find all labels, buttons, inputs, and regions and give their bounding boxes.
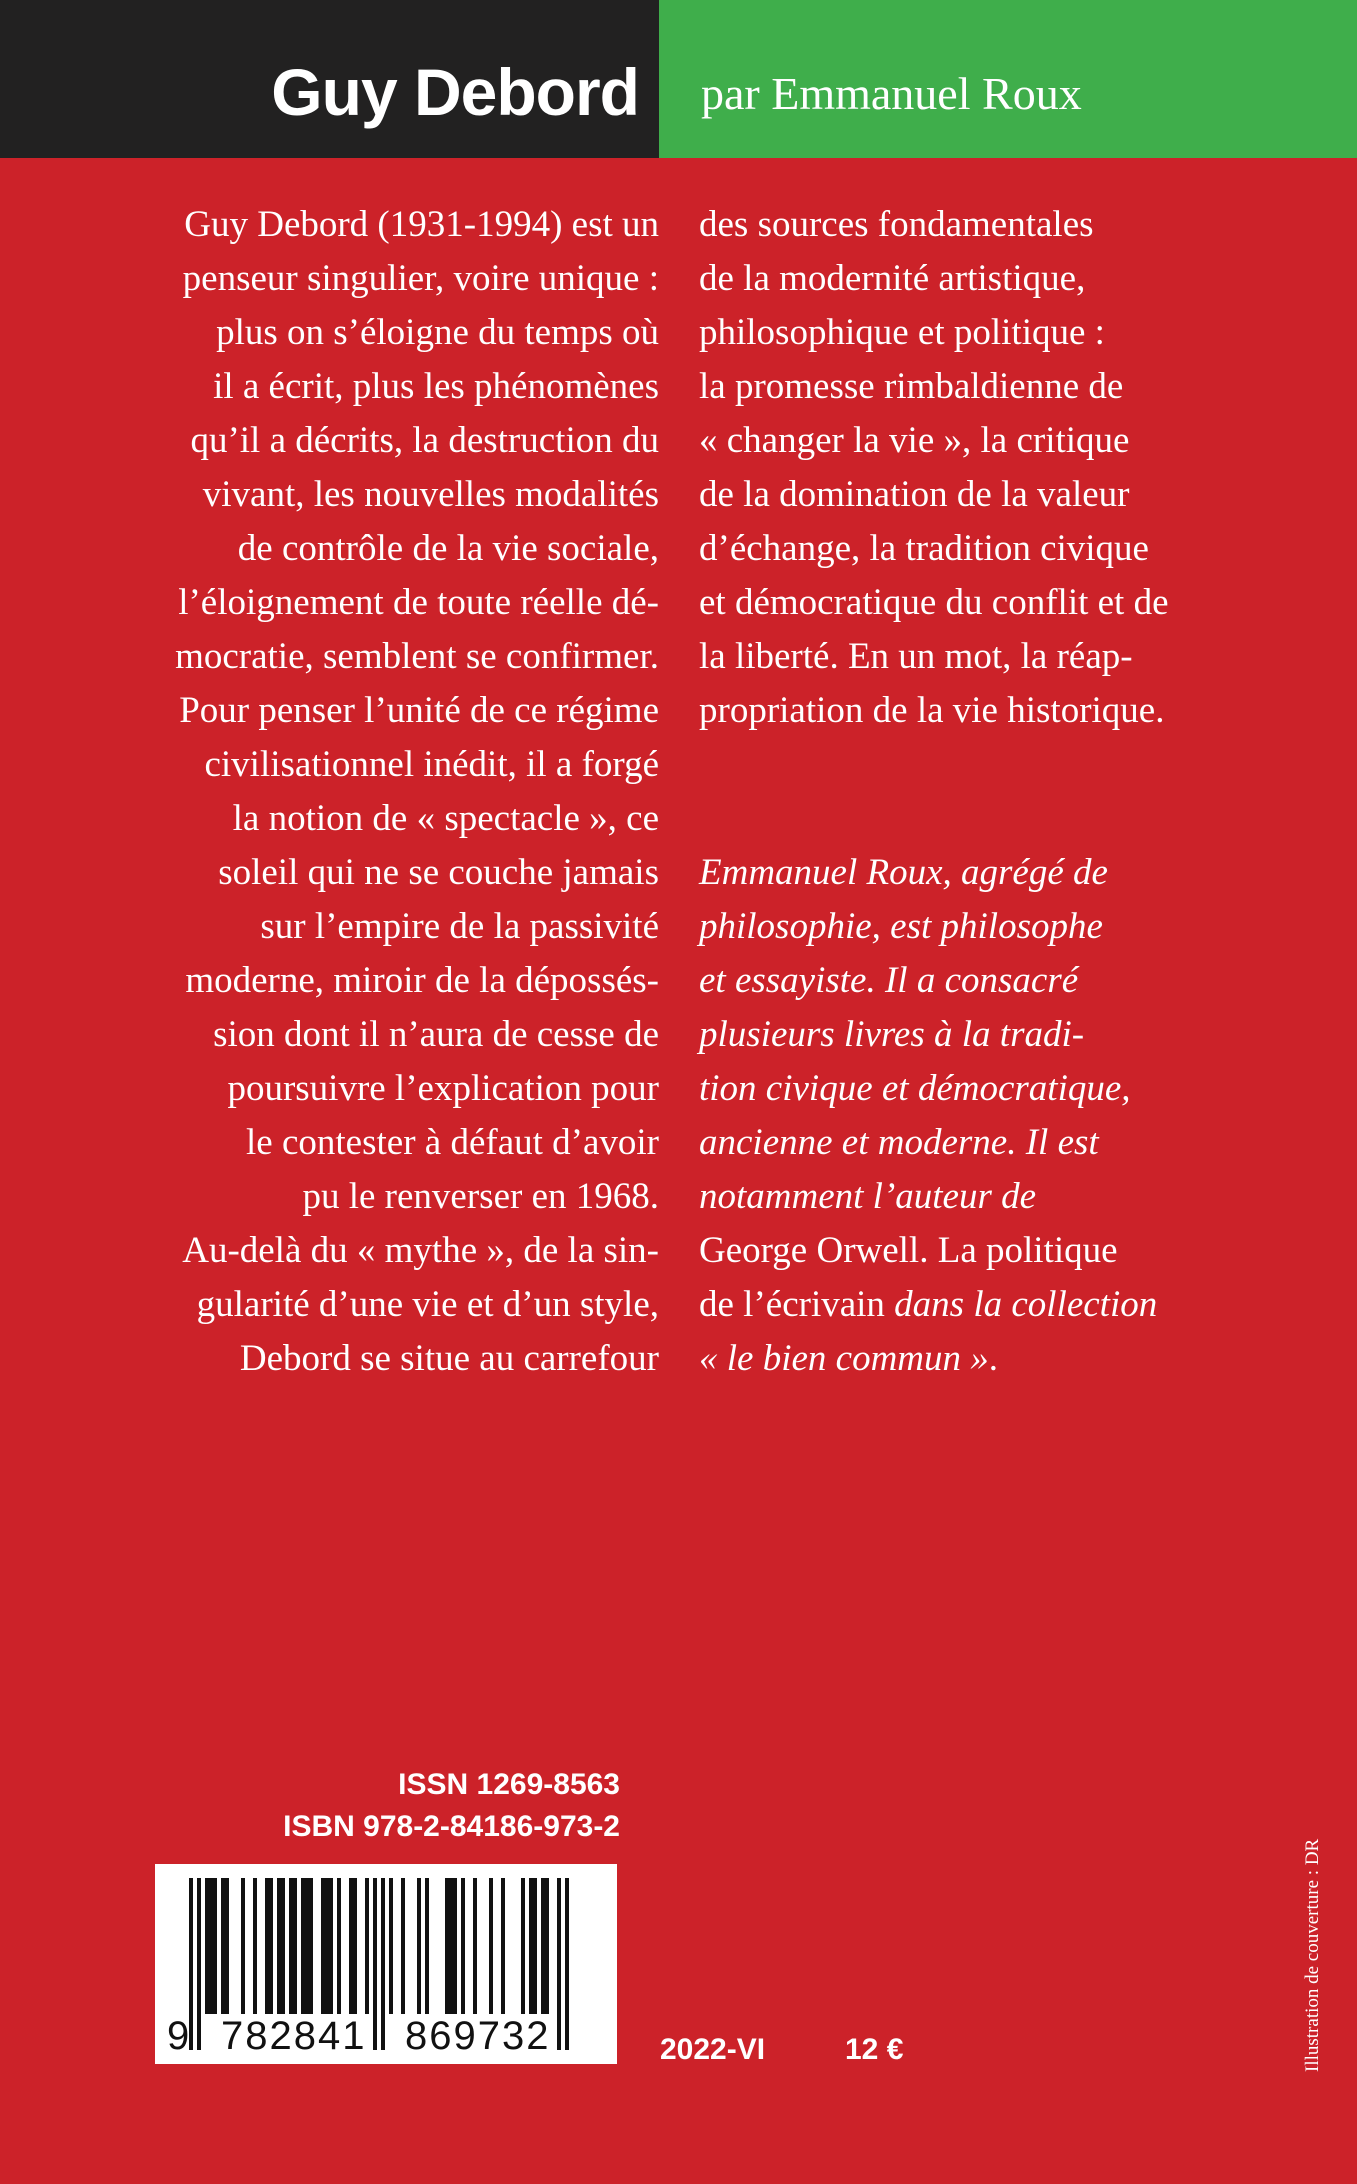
- blurb-line: Guy Debord (1931-1994) est un: [184, 204, 659, 245]
- barcode-bar: [253, 1878, 257, 2014]
- bio-line-mixed: [699, 1332, 1259, 1386]
- bio-line-mixed: [699, 1278, 1259, 1332]
- blurb-line: de la domination de la valeur: [699, 474, 1130, 515]
- barcode-bar: [293, 1878, 297, 2014]
- header-title-panel: [0, 0, 659, 158]
- barcode-bar: [521, 1878, 525, 2014]
- barcode: [155, 1864, 617, 2064]
- barcode-bar: [365, 1878, 369, 2014]
- book-title: Guy Debord: [271, 55, 639, 129]
- blurb-line: la notion de « spectacle », ce: [232, 798, 659, 839]
- barcode-bar: [489, 1878, 493, 2014]
- blurb-line: civilisationnel inédit, il a forgé: [204, 744, 659, 785]
- price: 12 €: [845, 2033, 904, 2066]
- barcode-bar: [453, 1878, 457, 2014]
- barcode-bar: [541, 1878, 545, 2014]
- blurb-line: propriation de la vie historique.: [699, 690, 1165, 731]
- blurb-line: la liberté. En un mot, la réap-: [699, 636, 1133, 677]
- barcode-bar: [221, 1878, 225, 2014]
- barcode-bar: [445, 1878, 449, 2014]
- barcode-bar: [545, 1878, 549, 2014]
- book-author: par Emmanuel Roux: [701, 68, 1082, 119]
- blurb-line: et démocratique du conflit et de: [699, 582, 1169, 623]
- header-author-panel: [659, 0, 1357, 158]
- blurb-line: « changer la vie », la critique: [699, 420, 1130, 461]
- blurb-line: sur l’empire de la passivité: [260, 906, 659, 947]
- bio-line: notamment l’auteur de: [699, 1176, 1037, 1217]
- barcode-bar: [325, 1878, 329, 2014]
- barcode-bar: [305, 1878, 309, 2014]
- barcode-bar: [205, 1878, 209, 2014]
- blurb-line: gularité d’une vie et d’un style,: [196, 1284, 659, 1325]
- barcode-bar: [529, 1878, 533, 2014]
- cover-credit: Illustration de couverture : DR: [1302, 1838, 1323, 2072]
- barcode-bar: [241, 1878, 245, 2014]
- barcode-bar: [213, 1878, 217, 2014]
- blurb-line: qu’il a décrits, la destruction du: [190, 420, 659, 461]
- barcode-bar: [329, 1878, 333, 2014]
- barcode-left-group: 782841: [221, 2014, 367, 2058]
- barcode-bar: [269, 1878, 273, 2014]
- blurb-line: Au-delà du « mythe », de la sin-: [182, 1230, 659, 1271]
- barcode-bar: [533, 1878, 537, 2014]
- barcode-first-digit: 9: [167, 2014, 190, 2058]
- barcode-bar: [473, 1878, 477, 2014]
- blurb-line: soleil qui ne se couche jamais: [218, 852, 659, 893]
- barcode-bar: [309, 1878, 313, 2014]
- blurb-left-column: [105, 198, 659, 1386]
- blurb-line: philosophique et politique :: [699, 312, 1105, 353]
- bio-book-title-end: de l’écrivain: [699, 1284, 885, 1325]
- barcode-bar: [353, 1878, 357, 2014]
- barcode-bar: [417, 1878, 421, 2014]
- barcode-bar: [225, 1878, 229, 2014]
- barcode-bar: [209, 1878, 213, 2014]
- blurb-line: poursuivre l’explication pour: [227, 1068, 659, 1109]
- barcode-bar: [289, 1878, 293, 2014]
- barcode-bar: [321, 1878, 325, 2014]
- identifiers: [150, 1764, 620, 1848]
- bio-line: plusieurs livres à la tradi-: [699, 1014, 1085, 1055]
- barcode-bar: [281, 1878, 285, 2014]
- bio-line-book-title: George Orwell. La politique: [699, 1230, 1118, 1271]
- blurb-line: mocratie, semblent se confirmer.: [175, 636, 659, 677]
- blurb-line: la promesse rimbaldienne de: [699, 366, 1124, 407]
- blurb-line: d’échange, la tradition civique: [699, 528, 1149, 569]
- blurb-line: de contrôle de la vie sociale,: [237, 528, 659, 569]
- blurb-line: Pour penser l’unité de ce régime: [179, 690, 659, 731]
- blurb-line: sion dont il n’aura de cesse de: [213, 1014, 659, 1055]
- barcode-bar: [389, 1878, 393, 2014]
- blurb-line: penseur singulier, voire unique :: [182, 258, 659, 299]
- barcode-digits: [155, 2012, 617, 2060]
- bio-line: et essayiste. Il a consacré: [699, 960, 1079, 1001]
- blurb-line: pu le renverser en 1968.: [302, 1176, 659, 1217]
- blurb-line: de la modernité artistique,: [699, 258, 1086, 299]
- blurb-line: Debord se situe au carrefour: [239, 1338, 659, 1379]
- barcode-bar: [461, 1878, 465, 2014]
- barcode-bar: [349, 1878, 353, 2014]
- issn: ISSN 1269-8563: [398, 1768, 620, 1801]
- bio-line: Emmanuel Roux, agrégé de: [699, 852, 1108, 893]
- bio-collection-text: dans la collection: [884, 1284, 1158, 1325]
- barcode-right-group: 869732: [405, 2014, 551, 2058]
- bio-line: tion civique et démocratique,: [699, 1068, 1131, 1109]
- barcode-bar: [337, 1878, 341, 2014]
- barcode-bar: [401, 1878, 405, 2014]
- blurb-line: l’éloignement de toute réelle dé-: [178, 582, 659, 623]
- barcode-bar: [301, 1878, 305, 2014]
- bio-collection-name: « le bien commun »: [699, 1338, 989, 1379]
- blurb-line: le contester à défaut d’avoir: [246, 1122, 659, 1163]
- bio-line: philosophie, est philosophe: [699, 906, 1103, 947]
- author-bio: [699, 846, 1259, 1386]
- edition: 2022-VI: [660, 2033, 766, 2066]
- blurb-line: plus on s’éloigne du temps où: [216, 312, 659, 353]
- isbn: ISBN 978-2-84186-973-2: [283, 1810, 620, 1843]
- blurb-line: des sources fondamentales: [699, 204, 1094, 245]
- barcode-bar: [265, 1878, 269, 2014]
- blurb-right-column: [699, 198, 1259, 738]
- blurb-line: moderne, miroir de la dépossés-: [185, 960, 659, 1001]
- bio-period: .: [988, 1338, 999, 1379]
- bio-line: ancienne et moderne. Il est: [699, 1122, 1099, 1163]
- barcode-bar: [277, 1878, 281, 2014]
- blurb-line: vivant, les nouvelles modalités: [202, 474, 659, 515]
- barcode-bar: [425, 1878, 429, 2014]
- barcode-bar: [501, 1878, 505, 2014]
- blurb-line: il a écrit, plus les phénomènes: [213, 366, 659, 407]
- barcode-bar: [449, 1878, 453, 2014]
